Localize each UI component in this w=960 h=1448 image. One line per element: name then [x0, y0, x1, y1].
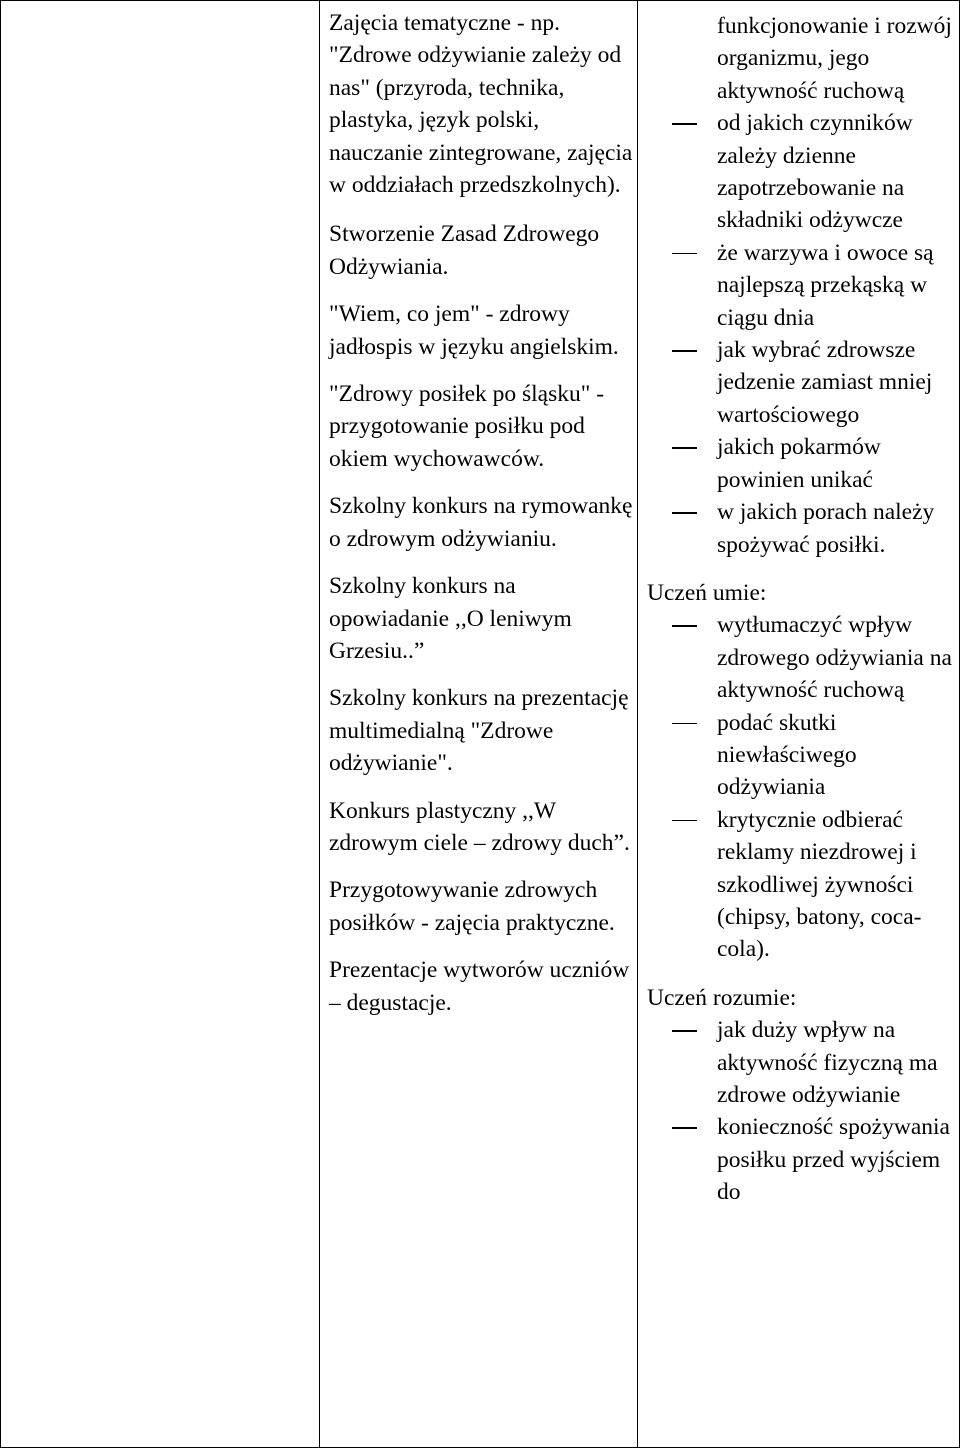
activity-paragraph: Zajęcia tematyczne - np. "Zdrowe odżywianie zależy od nas" (przyroda, technika, plastyka, język polski, nauczanie zintegrowane, zajęcia w oddziałach przedszkolnych). — [329, 10, 633, 199]
list-item: od jakich czynników zależy dzienne zapotrzebowanie na składniki odżywcze — [647, 107, 959, 237]
activity-paragraph: Szkolny konkurs na rymowankę o zdrowym odżywianiu. — [329, 493, 633, 552]
activity-paragraph: Stworzenie Zasad Zdrowego Odżywiania. — [329, 221, 600, 280]
section-heading-rozumie: Uczeń rozumie: — [647, 984, 797, 1011]
knowledge-list — [647, 107, 959, 561]
column-divider-right — [637, 1, 638, 1447]
outcomes-column — [647, 10, 959, 1209]
list-item: wytłumaczyć wpływ zdrowego odżywiania na aktywność ruchową — [647, 609, 959, 706]
skills-list — [647, 609, 959, 965]
list-item: w jakich porach należy spożywać posiłki. — [647, 496, 959, 561]
list-item: jak duży wpływ na aktywność fizyczną ma zdrowe odżywianie — [647, 1014, 959, 1111]
activity-paragraph: Prezentacje wytworów uczniów – degustacje. — [329, 957, 630, 1016]
understanding-list — [647, 1014, 959, 1208]
activity-paragraph: Szkolny konkurs na opowiadanie ,,O leniwym Grzesiu..” — [329, 573, 572, 664]
continuation-text: funkcjonowanie i rozwój organizmu, jego aktywność ruchową — [717, 13, 952, 104]
activity-paragraph: Przygotowywanie zdrowych posiłków - zajęcia praktyczne. — [329, 877, 615, 936]
list-item: krytycznie odbierać reklamy niezdrowej i szkodliwej żywności (chipsy, batony, coca-cola). — [647, 804, 959, 966]
list-item: konieczność spożywania posiłku przed wyjściem do — [647, 1111, 959, 1208]
list-item: jak wybrać zdrowsze jedzenie zamiast mniej wartościowego — [647, 334, 959, 431]
activity-paragraph: Konkurs plastyczny ,,W zdrowym ciele – zdrowy duch”. — [329, 797, 630, 856]
activities-column — [329, 7, 635, 1034]
activity-paragraph: Szkolny konkurs na prezentację multimedialną "Zdrowe odżywianie". — [329, 685, 629, 777]
activity-paragraph: "Zdrowy posiłek po śląsku" - przygotowanie posiłku pod okiem wychowawców. — [329, 381, 605, 472]
section-heading-umie: Uczeń umie: — [647, 579, 767, 606]
list-item: podać skutki niewłaściwego odżywiania — [647, 707, 959, 804]
list-item: że warzywa i owoce są najlepszą przekąską w ciągu dnia — [647, 237, 959, 334]
column-divider-left — [319, 1, 320, 1447]
activity-paragraph: "Wiem, co jem" - zdrowy jadłospis w języku angielskim. — [329, 301, 619, 360]
list-item: jakich pokarmów powinien unikać — [647, 431, 959, 496]
